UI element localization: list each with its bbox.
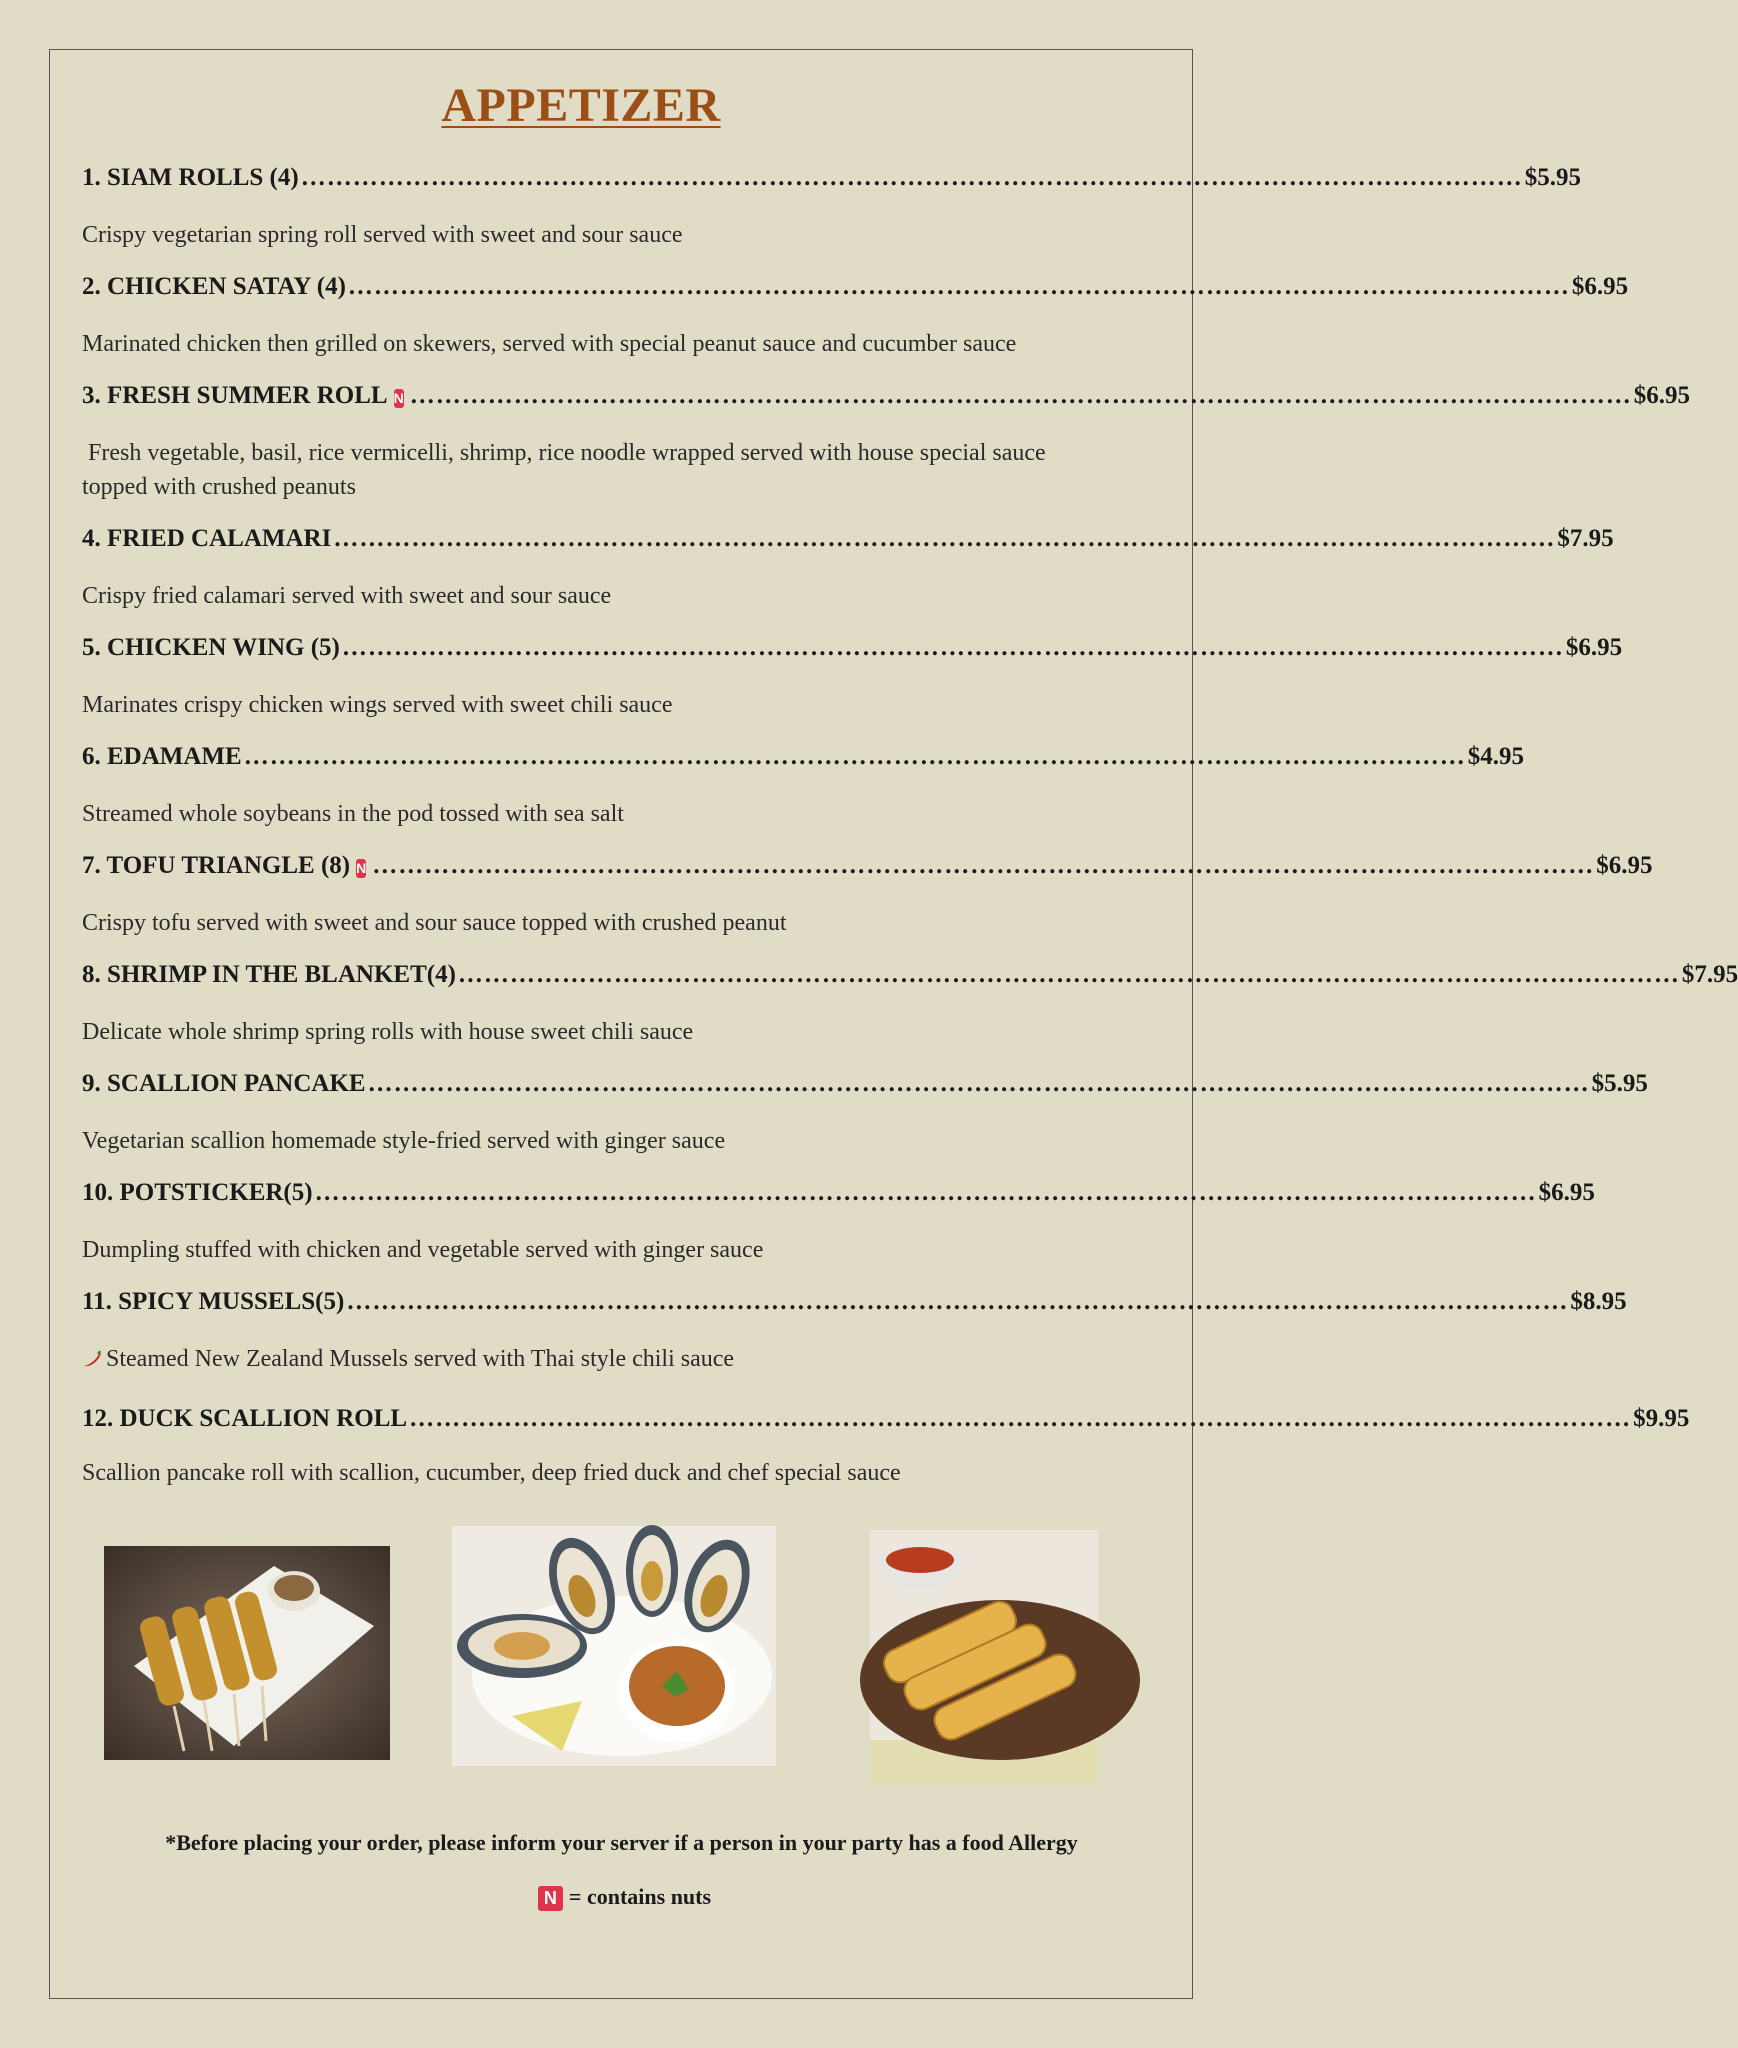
- item-name: 5. CHICKEN WING (5): [82, 634, 340, 661]
- chicken-satay-photo: [104, 1546, 390, 1760]
- item-price: $7.95: [1681, 961, 1738, 988]
- item-description-text: Steamed New Zealand Mussels served with Thai style chili sauce: [106, 1346, 735, 1372]
- item-description: Marinates crispy chicken wings served with sweet chili sauce: [82, 692, 673, 718]
- item-name: 6. EDAMAME: [82, 743, 242, 770]
- menu-item: [82, 1070, 1648, 1098]
- item-description: Crispy vegetarian spring roll served with sweet and sour sauce: [82, 222, 683, 248]
- item-name: 12. DUCK SCALLION ROLL: [82, 1405, 408, 1432]
- item-name: 11. SPICY MUSSELS(5): [82, 1288, 345, 1315]
- spring-rolls-photo: [870, 1530, 1098, 1784]
- chili-pepper-icon: [82, 1344, 102, 1378]
- menu-item: [82, 1405, 1690, 1433]
- leader-dots: ……………………………………………………………………………………………………………………………: [333, 525, 1556, 552]
- leader-dots: ……………………………………………………………………………………………………………………………: [341, 634, 1564, 661]
- menu-item: [82, 1179, 1595, 1207]
- item-price: $5.95: [1591, 1070, 1648, 1097]
- item-price: $4.95: [1467, 743, 1524, 770]
- item-name: 7. TOFU TRIANGLE (8): [82, 852, 351, 879]
- item-name: 4. FRIED CALAMARI: [82, 525, 332, 552]
- item-price: $6.95: [1633, 382, 1690, 409]
- leader-dots: ……………………………………………………………………………………………………………………………: [347, 273, 1570, 300]
- allergy-note: *Before placing your order, please inform your server if a person in your party has a food Allergy: [165, 1830, 1078, 1855]
- item-description: Crispy fried calamari served with sweet and sour sauce: [82, 583, 612, 609]
- item-price: $6.95: [1571, 273, 1629, 300]
- item-description: Dumpling stuffed with chicken and vegetable served with ginger sauce: [82, 1237, 764, 1263]
- leader-dots: ……………………………………………………………………………………………………………………………: [300, 164, 1523, 191]
- menu-item: [82, 382, 1690, 410]
- item-name: 3. FRESH SUMMER ROLL: [82, 382, 388, 409]
- item-price: $8.95: [1570, 1288, 1627, 1315]
- item-description: Delicate whole shrimp spring rolls with house sweet chili sauce: [82, 1019, 694, 1045]
- page-title: APPETIZER: [441, 79, 721, 132]
- menu-item: [82, 961, 1738, 989]
- item-price: $5.95: [1524, 164, 1581, 191]
- menu-item: [82, 743, 1524, 771]
- item-description: Marinated chicken then grilled on skewers, served with special peanut sauce and cucumber sauce: [82, 331, 1017, 357]
- nut-badge-icon: N: [356, 860, 367, 876]
- menu-item: [82, 164, 1581, 192]
- item-price: $7.95: [1557, 525, 1614, 552]
- item-name: 10. POTSTICKER(5): [82, 1179, 313, 1206]
- item-description: Crispy tofu served with sweet and sour sauce topped with crushed peanut: [82, 910, 787, 936]
- nut-badge-icon: N: [393, 390, 404, 406]
- item-description: [82, 1342, 734, 1378]
- leader-dots: ……………………………………………………………………………………………………………………………: [457, 961, 1680, 988]
- nut-badge-icon: N: [538, 1886, 563, 1911]
- leader-dots: ……………………………………………………………………………………………………………………………: [409, 1405, 1632, 1432]
- item-name: 8. SHRIMP IN THE BLANKET(4): [82, 961, 456, 988]
- item-price: $9.95: [1633, 1405, 1690, 1432]
- menu-item: [82, 852, 1653, 880]
- leader-dots: ……………………………………………………………………………………………………………………………: [243, 743, 1466, 770]
- item-name: 1. SIAM ROLLS (4): [82, 164, 299, 191]
- item-description: Fresh vegetable, basil, rice vermicelli, shrimp, rice noodle wrapped served with house special sauce topped with crushed peanuts: [82, 440, 1052, 500]
- item-description: Vegetarian scallion homemade style-fried served with ginger sauce: [82, 1128, 726, 1154]
- item-description: Streamed whole soybeans in the pod tossed with sea salt: [82, 801, 624, 827]
- mussels-photo: [452, 1526, 776, 1766]
- leader-dots: ……………………………………………………………………………………………………………………………: [314, 1179, 1537, 1206]
- leader-dots: ……………………………………………………………………………………………………………………………: [346, 1288, 1569, 1315]
- menu-item: [82, 1288, 1627, 1316]
- item-price: $6.95: [1565, 634, 1623, 661]
- item-price: $6.95: [1538, 1179, 1595, 1206]
- leader-dots: ……………………………………………………………………………………………………………………………: [409, 382, 1632, 409]
- leader-dots: ……………………………………………………………………………………………………………………………: [367, 1070, 1590, 1097]
- nut-legend: [0, 1884, 1243, 1911]
- legend-text: = contains nuts: [568, 1884, 712, 1909]
- menu-item: [82, 525, 1614, 553]
- leader-dots: ……………………………………………………………………………………………………………………………: [372, 852, 1595, 879]
- item-name: 9. SCALLION PANCAKE: [82, 1070, 366, 1097]
- menu-item: [82, 273, 1629, 301]
- item-name: 2. CHICKEN SATAY (4): [82, 273, 346, 300]
- item-price: $6.95: [1596, 852, 1653, 879]
- menu-item: [82, 634, 1623, 662]
- item-description: Scallion pancake roll with scallion, cucumber, deep fried duck and chef special sauce: [82, 1460, 901, 1486]
